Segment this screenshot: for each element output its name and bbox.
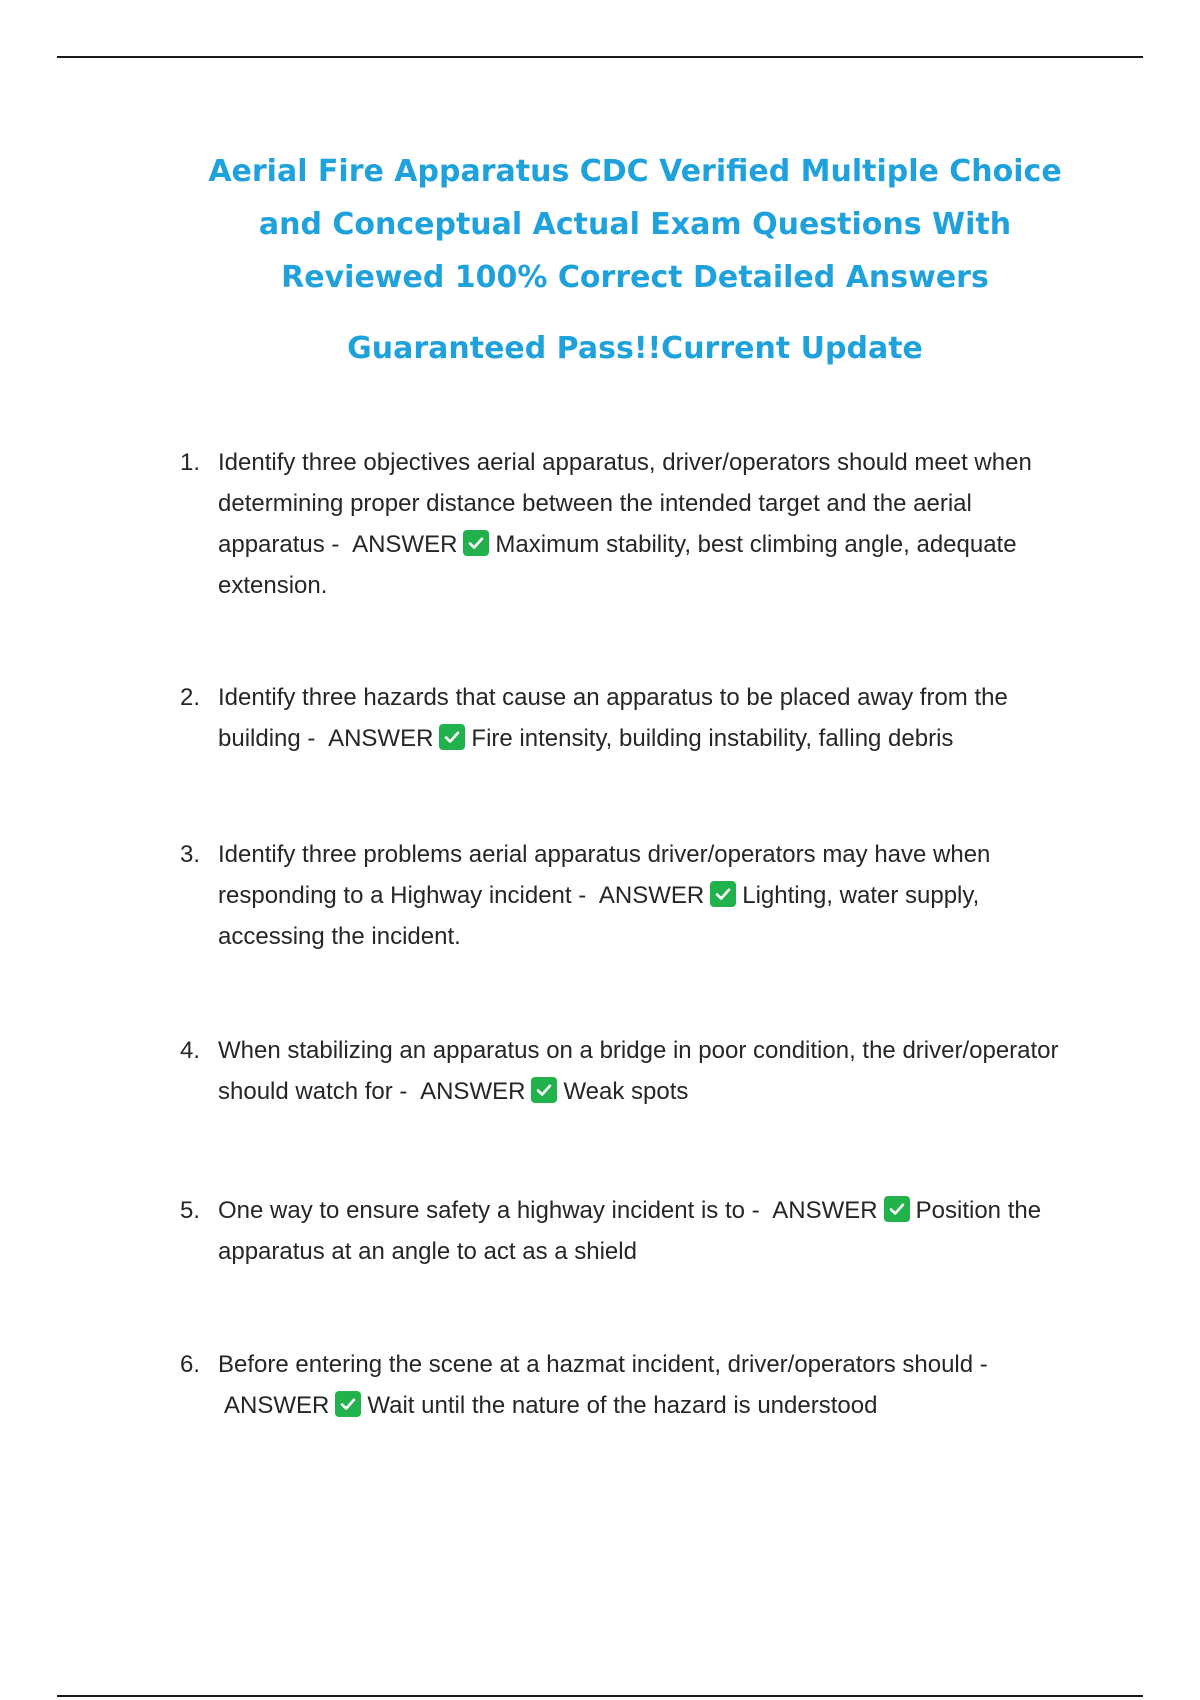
question-item-3 — [180, 834, 1085, 957]
document-title — [150, 145, 1120, 375]
question-body — [218, 834, 1085, 957]
title-line-1: Aerial Fire Apparatus CDC Verified Multiple Choice — [208, 154, 1062, 189]
title-line-4: Guaranteed Pass!!Current Update — [347, 331, 923, 366]
check-mark-icon — [531, 1077, 557, 1103]
question-text: Before entering the scene at a hazmat incident, driver/operators should - — [218, 1351, 988, 1378]
question-body — [218, 1030, 1085, 1112]
answer-text: Weak spots — [563, 1078, 689, 1105]
top-rule — [57, 56, 1143, 58]
question-text: Identify three objectives aerial apparatus, driver/operators should meet when determining proper distance between the intended target and the aerial apparatus - — [218, 449, 1032, 558]
check-mark-icon — [335, 1391, 361, 1417]
answer-text: Maximum stability, best climbing angle, adequate extension. — [218, 531, 1017, 599]
question-number: 4. — [180, 1037, 201, 1064]
question-item-1 — [180, 442, 1085, 606]
answer-label: ANSWER — [772, 1197, 878, 1224]
question-item-6 — [180, 1344, 1085, 1426]
question-text: One way to ensure safety a highway incident is to - — [218, 1197, 760, 1224]
question-body — [218, 1344, 1085, 1426]
question-number: 2. — [180, 684, 201, 711]
question-number: 6. — [180, 1351, 201, 1378]
answer-label: ANSWER — [224, 1392, 330, 1419]
check-mark-icon — [884, 1196, 910, 1222]
answer-label: ANSWER — [598, 882, 705, 909]
title-line-2: and Conceptual Actual Exam Questions With — [258, 207, 1012, 242]
title-line-3: Reviewed 100% Correct Detailed Answers — [281, 260, 989, 295]
check-mark-icon — [463, 530, 489, 556]
question-number: 1. — [180, 449, 201, 476]
question-text: When stabilizing an apparatus on a bridge in poor condition, the driver/operator should watch for - — [218, 1037, 1059, 1105]
check-mark-icon — [710, 881, 736, 907]
check-mark-icon — [439, 724, 465, 750]
answer-label: ANSWER — [352, 531, 458, 558]
question-text: Identify three hazards that cause an apparatus to be placed away from the building - — [218, 684, 1008, 752]
question-number: 3. — [180, 841, 201, 868]
answer-label: ANSWER — [420, 1078, 526, 1105]
question-body — [218, 677, 1085, 759]
answer-text: Fire intensity, building instability, falling debris — [471, 725, 954, 752]
answer-text: Wait until the nature of the hazard is understood — [367, 1392, 878, 1419]
question-item-5 — [180, 1190, 1085, 1272]
question-item-2 — [180, 677, 1085, 759]
answer-text: Position the apparatus at an angle to act as a shield — [218, 1197, 1042, 1265]
bottom-rule — [57, 1695, 1143, 1697]
question-text: Identify three problems aerial apparatus driver/operators may have when responding to a Highway incident - — [218, 841, 991, 909]
question-body — [218, 442, 1085, 606]
answer-text: Lighting, water supply, accessing the incident. — [218, 882, 980, 950]
question-body — [218, 1190, 1085, 1272]
answer-label: ANSWER — [328, 725, 434, 752]
question-item-4 — [180, 1030, 1085, 1112]
question-number: 5. — [180, 1197, 201, 1224]
